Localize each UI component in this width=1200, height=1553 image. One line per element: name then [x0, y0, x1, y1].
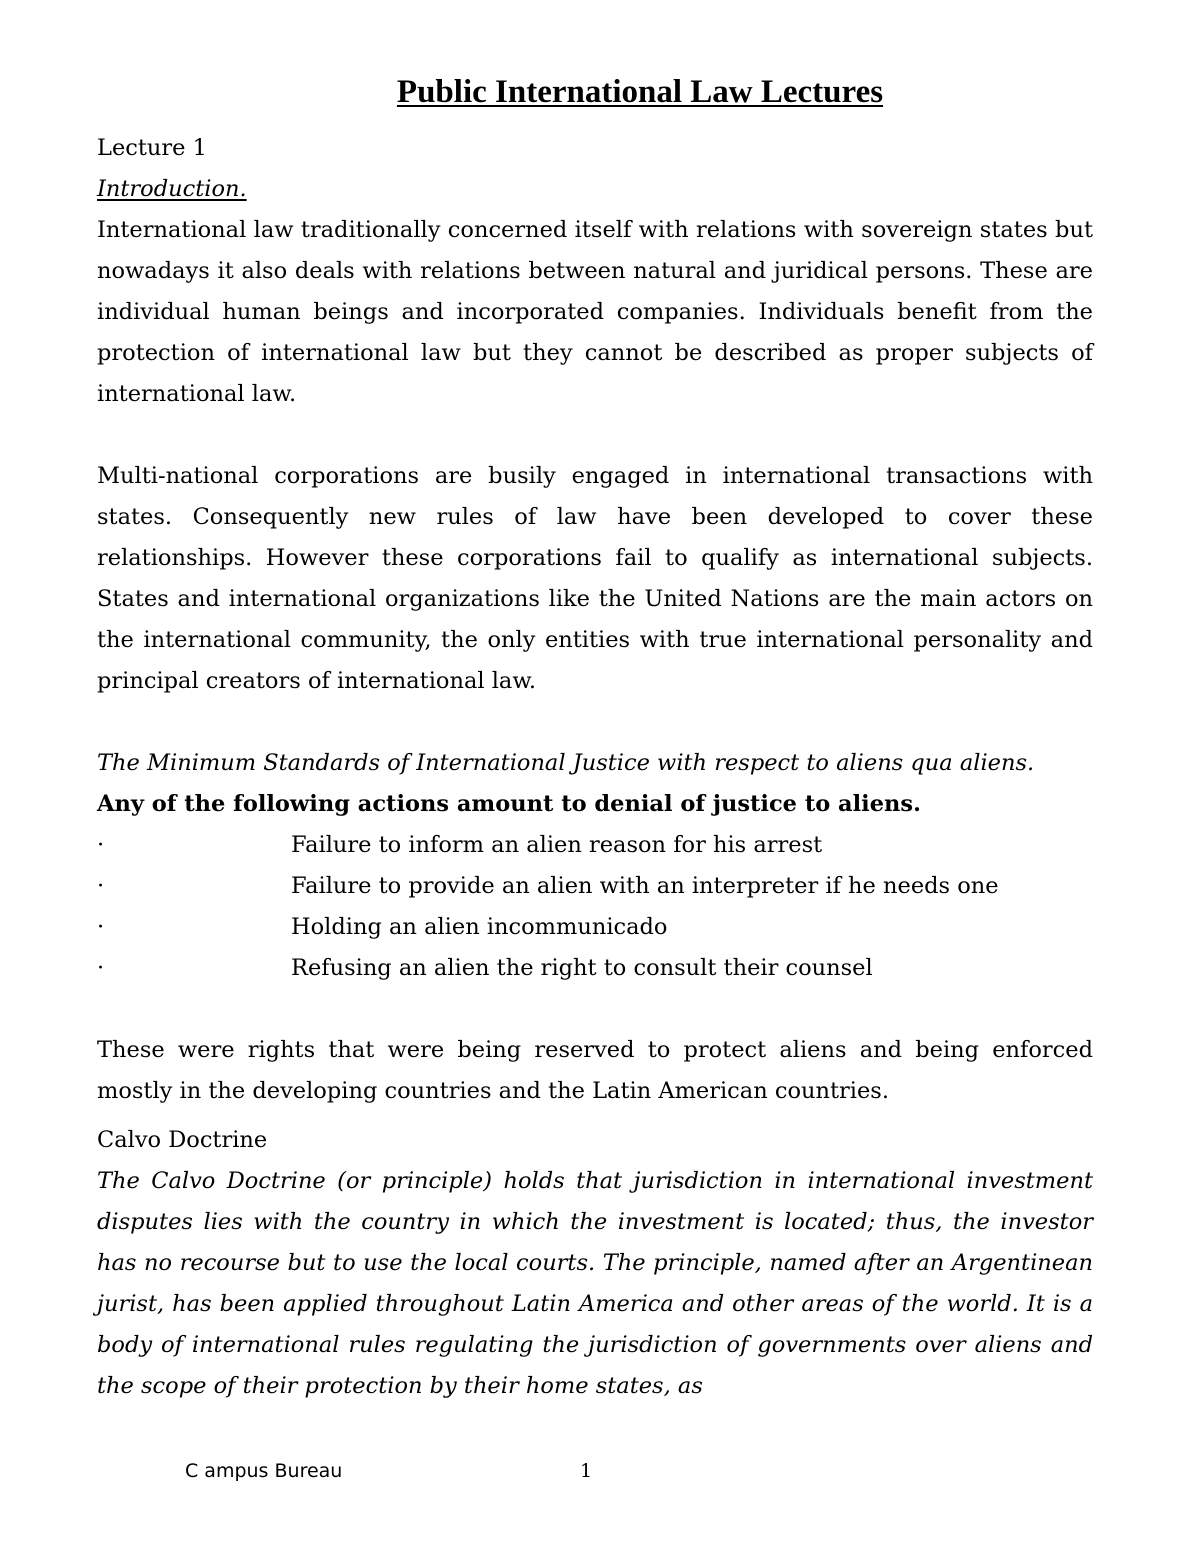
list-item	[97, 907, 1093, 948]
list-item-text: Failure to inform an alien reason for his arrest	[291, 832, 823, 858]
calvo-doctrine-text: The Calvo Doctrine (or principle) holds that jurisdiction in international investment disputes lies with the country in which the investment is located; thus, the investor has no recourse but to use the local courts. The principle, named after an Argentinean jurist, has been applied throughout Latin America and other areas of the world. It is a body of international rules regulating the jurisdiction of governments over aliens and the scope of their protection by their home states, as	[97, 1168, 1093, 1399]
denial-of-justice-heading: Any of the following actions amount to denial of justice to aliens.	[97, 791, 921, 817]
list-item	[97, 866, 1093, 907]
lecture-label: Lecture 1	[97, 135, 207, 161]
spacer	[97, 702, 1093, 743]
list-item-text: Holding an alien incommunicado	[291, 914, 668, 940]
paragraph-corporations: Multi-national corporations are busily engaged in international transactions with states. Consequently new rules of law have been developed to cover these relationships. However these corporations fail to qualify as international subjects. States and international organizations like the United Nations are the main actors on the international community, the only entities with true international personality and principal creators of international law.	[97, 463, 1093, 694]
page-number: 1	[580, 1460, 593, 1482]
list-item-text: Refusing an alien the right to consult their counsel	[291, 955, 873, 981]
list-item-text: Failure to provide an alien with an interpreter if he needs one	[291, 873, 999, 899]
bullet-icon: ·	[97, 873, 105, 899]
paragraph-rights: These were rights that were being reserved to protect aliens and being enforced mostly in the developing countries and the Latin American countries.	[97, 1037, 1093, 1104]
bullet-icon: ·	[97, 832, 105, 858]
spacer	[97, 1112, 1093, 1120]
spacer	[97, 989, 1093, 1030]
minimum-standards-heading: The Minimum Standards of International Justice with respect to aliens qua aliens.	[97, 750, 1035, 776]
spacer	[97, 415, 1093, 456]
list-item	[97, 948, 1093, 989]
bullet-icon: ·	[97, 914, 105, 940]
footer-source: C ampus Bureau	[185, 1460, 343, 1482]
paragraph-intro: International law traditionally concerned itself with relations with sovereign states but nowadays it also deals with relations between natural and juridical persons. These are individual human beings and incorporated companies. Individuals benefit from the protection of international law but they cannot be described as proper subjects of international law.	[97, 217, 1093, 407]
bullet-list	[97, 825, 1093, 989]
introduction-heading: Introduction.	[97, 176, 247, 202]
calvo-heading: Calvo Doctrine	[97, 1127, 268, 1153]
list-item	[97, 825, 1093, 866]
document-body	[97, 128, 1093, 1407]
document-title: Public International Law Lectures	[396, 74, 884, 110]
bullet-icon: ·	[97, 955, 105, 981]
